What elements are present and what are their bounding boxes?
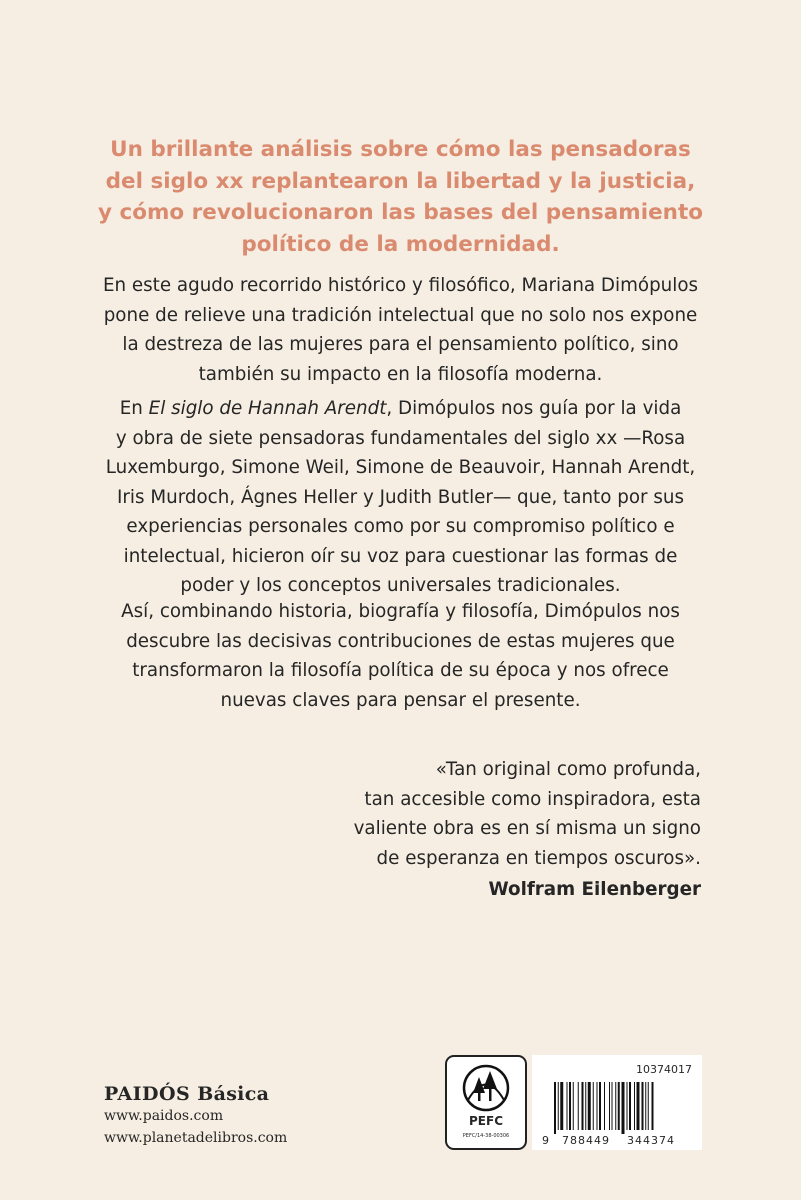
barcode-bar	[652, 1082, 654, 1130]
quote-line: valiente obra es en sí misma un signo	[353, 818, 701, 839]
barcode-bar	[569, 1082, 571, 1130]
paragraph-line: y obra de siete pensadoras fundamentales del siglo xx —Rosa	[115, 427, 686, 449]
barcode-bar	[573, 1082, 574, 1130]
pefc-label: PEFC	[469, 1114, 503, 1128]
publisher-name	[104, 1083, 287, 1105]
paragraph-line: poder y los conceptos universales tradicionales.	[180, 575, 621, 596]
paragraph-line: En este agudo recorrido histórico y filosófico, Mariana Dimópulos	[102, 275, 699, 296]
barcode-bar	[604, 1082, 605, 1130]
description-paragraph-3	[80, 597, 721, 715]
paragraph-line: Luxemburgo, Simone Weil, Simone de Beauvoir, Hannah Arendt,	[105, 457, 696, 478]
barcode-bar	[593, 1082, 594, 1130]
paragraph-line	[80, 394, 721, 424]
barcode-bar	[615, 1082, 616, 1130]
barcode-bar	[645, 1082, 646, 1130]
publisher-brand: PAIDÓS	[104, 1083, 191, 1105]
isbn-barcode	[532, 1055, 702, 1150]
barcode-bar	[642, 1082, 644, 1130]
barcode-bar	[588, 1082, 591, 1130]
barcode-bars	[554, 1082, 692, 1134]
pefc-code: PEFC/14-38-00306	[462, 1133, 510, 1139]
quote-line: «Tan original como profunda,	[435, 759, 701, 780]
barcode-bar	[629, 1082, 631, 1130]
blurb-quote	[281, 755, 701, 905]
barcode-bar	[597, 1082, 598, 1130]
barcode-bar	[560, 1082, 563, 1130]
barcode-digits-right: 344374	[627, 1134, 675, 1147]
paragraph-line: experiencias personales como por su compromiso político e	[126, 516, 675, 537]
publisher-block	[104, 1083, 287, 1149]
paragraph-line: Así, combinando historia, biografía y filosofía, Dimópulos nos	[121, 601, 680, 622]
paragraph-line: Iris Murdoch, Ágnes Heller y Judith Butler— que, tanto por sus	[117, 486, 684, 508]
tagline-line: Un brillante análisis sobre cómo las pensadoras	[110, 137, 691, 162]
barcode-bar	[558, 1082, 559, 1130]
barcode-bar	[567, 1082, 568, 1130]
barcode-bar	[627, 1082, 628, 1130]
paragraph-line: nuevas claves para pensar el presente.	[220, 689, 581, 711]
product-code: 10374017	[636, 1063, 692, 1076]
publisher-url[interactable]: www.paidos.com	[104, 1108, 224, 1124]
quote-line: de esperanza en tiempos oscuros».	[376, 847, 701, 869]
description-paragraph-2	[80, 394, 721, 601]
paragraph-line: pone de relieve una tradición intelectual que no solo nos expone	[103, 304, 698, 326]
pefc-tree-icon	[459, 1063, 513, 1113]
description-paragraph-1	[80, 271, 721, 389]
barcode-digit-first: 9	[542, 1134, 550, 1147]
barcode-bar	[618, 1082, 620, 1130]
publisher-collection: Básica	[197, 1083, 270, 1105]
paragraph-text: , Dimópulos nos guía por la vida	[386, 398, 682, 419]
pefc-certification	[445, 1055, 527, 1150]
publisher-url[interactable]: www.planetadelibros.com	[104, 1130, 288, 1146]
paragraph-line: transformaron la filosofía política de su época y nos ofrece	[132, 660, 669, 681]
tagline-line: y cómo revolucionaron las bases del pensamiento	[97, 200, 704, 225]
paragraph-line: intelectual, hicieron oír su voz para cuestionar las formas de	[123, 545, 678, 567]
barcode-bar	[637, 1082, 640, 1130]
barcode-bar	[582, 1082, 584, 1130]
barcode-bar	[609, 1082, 610, 1130]
barcode-bar	[648, 1082, 649, 1130]
barcode-bar	[612, 1082, 613, 1130]
tagline	[0, 134, 801, 260]
barcode-bar	[622, 1082, 625, 1134]
barcode-bar	[634, 1082, 635, 1130]
barcode-digits-left: 788449	[562, 1134, 610, 1147]
tagline-line: del siglo xx replantearon la libertad y la justicia,	[105, 168, 696, 194]
barcode-bar	[554, 1082, 556, 1134]
paragraph-line: también su impacto en la filosofía moderna.	[198, 363, 603, 385]
quote-line: tan accesible como inspiradora, esta	[364, 788, 701, 810]
quote-author: Wolfram Eilenberger	[488, 879, 701, 900]
barcode-bar	[585, 1082, 586, 1130]
barcode-bar	[599, 1082, 601, 1130]
paragraph-intro: En	[119, 398, 149, 419]
barcode-bar	[578, 1082, 579, 1130]
tagline-line: político de la modernidad.	[241, 231, 560, 257]
paragraph-line: descubre las decisivas contribuciones de estas mujeres que	[126, 630, 675, 652]
book-title: El siglo de Hannah Arendt	[148, 398, 387, 419]
paragraph-line: la destreza de las mujeres para el pensamiento político, sino	[122, 334, 679, 355]
